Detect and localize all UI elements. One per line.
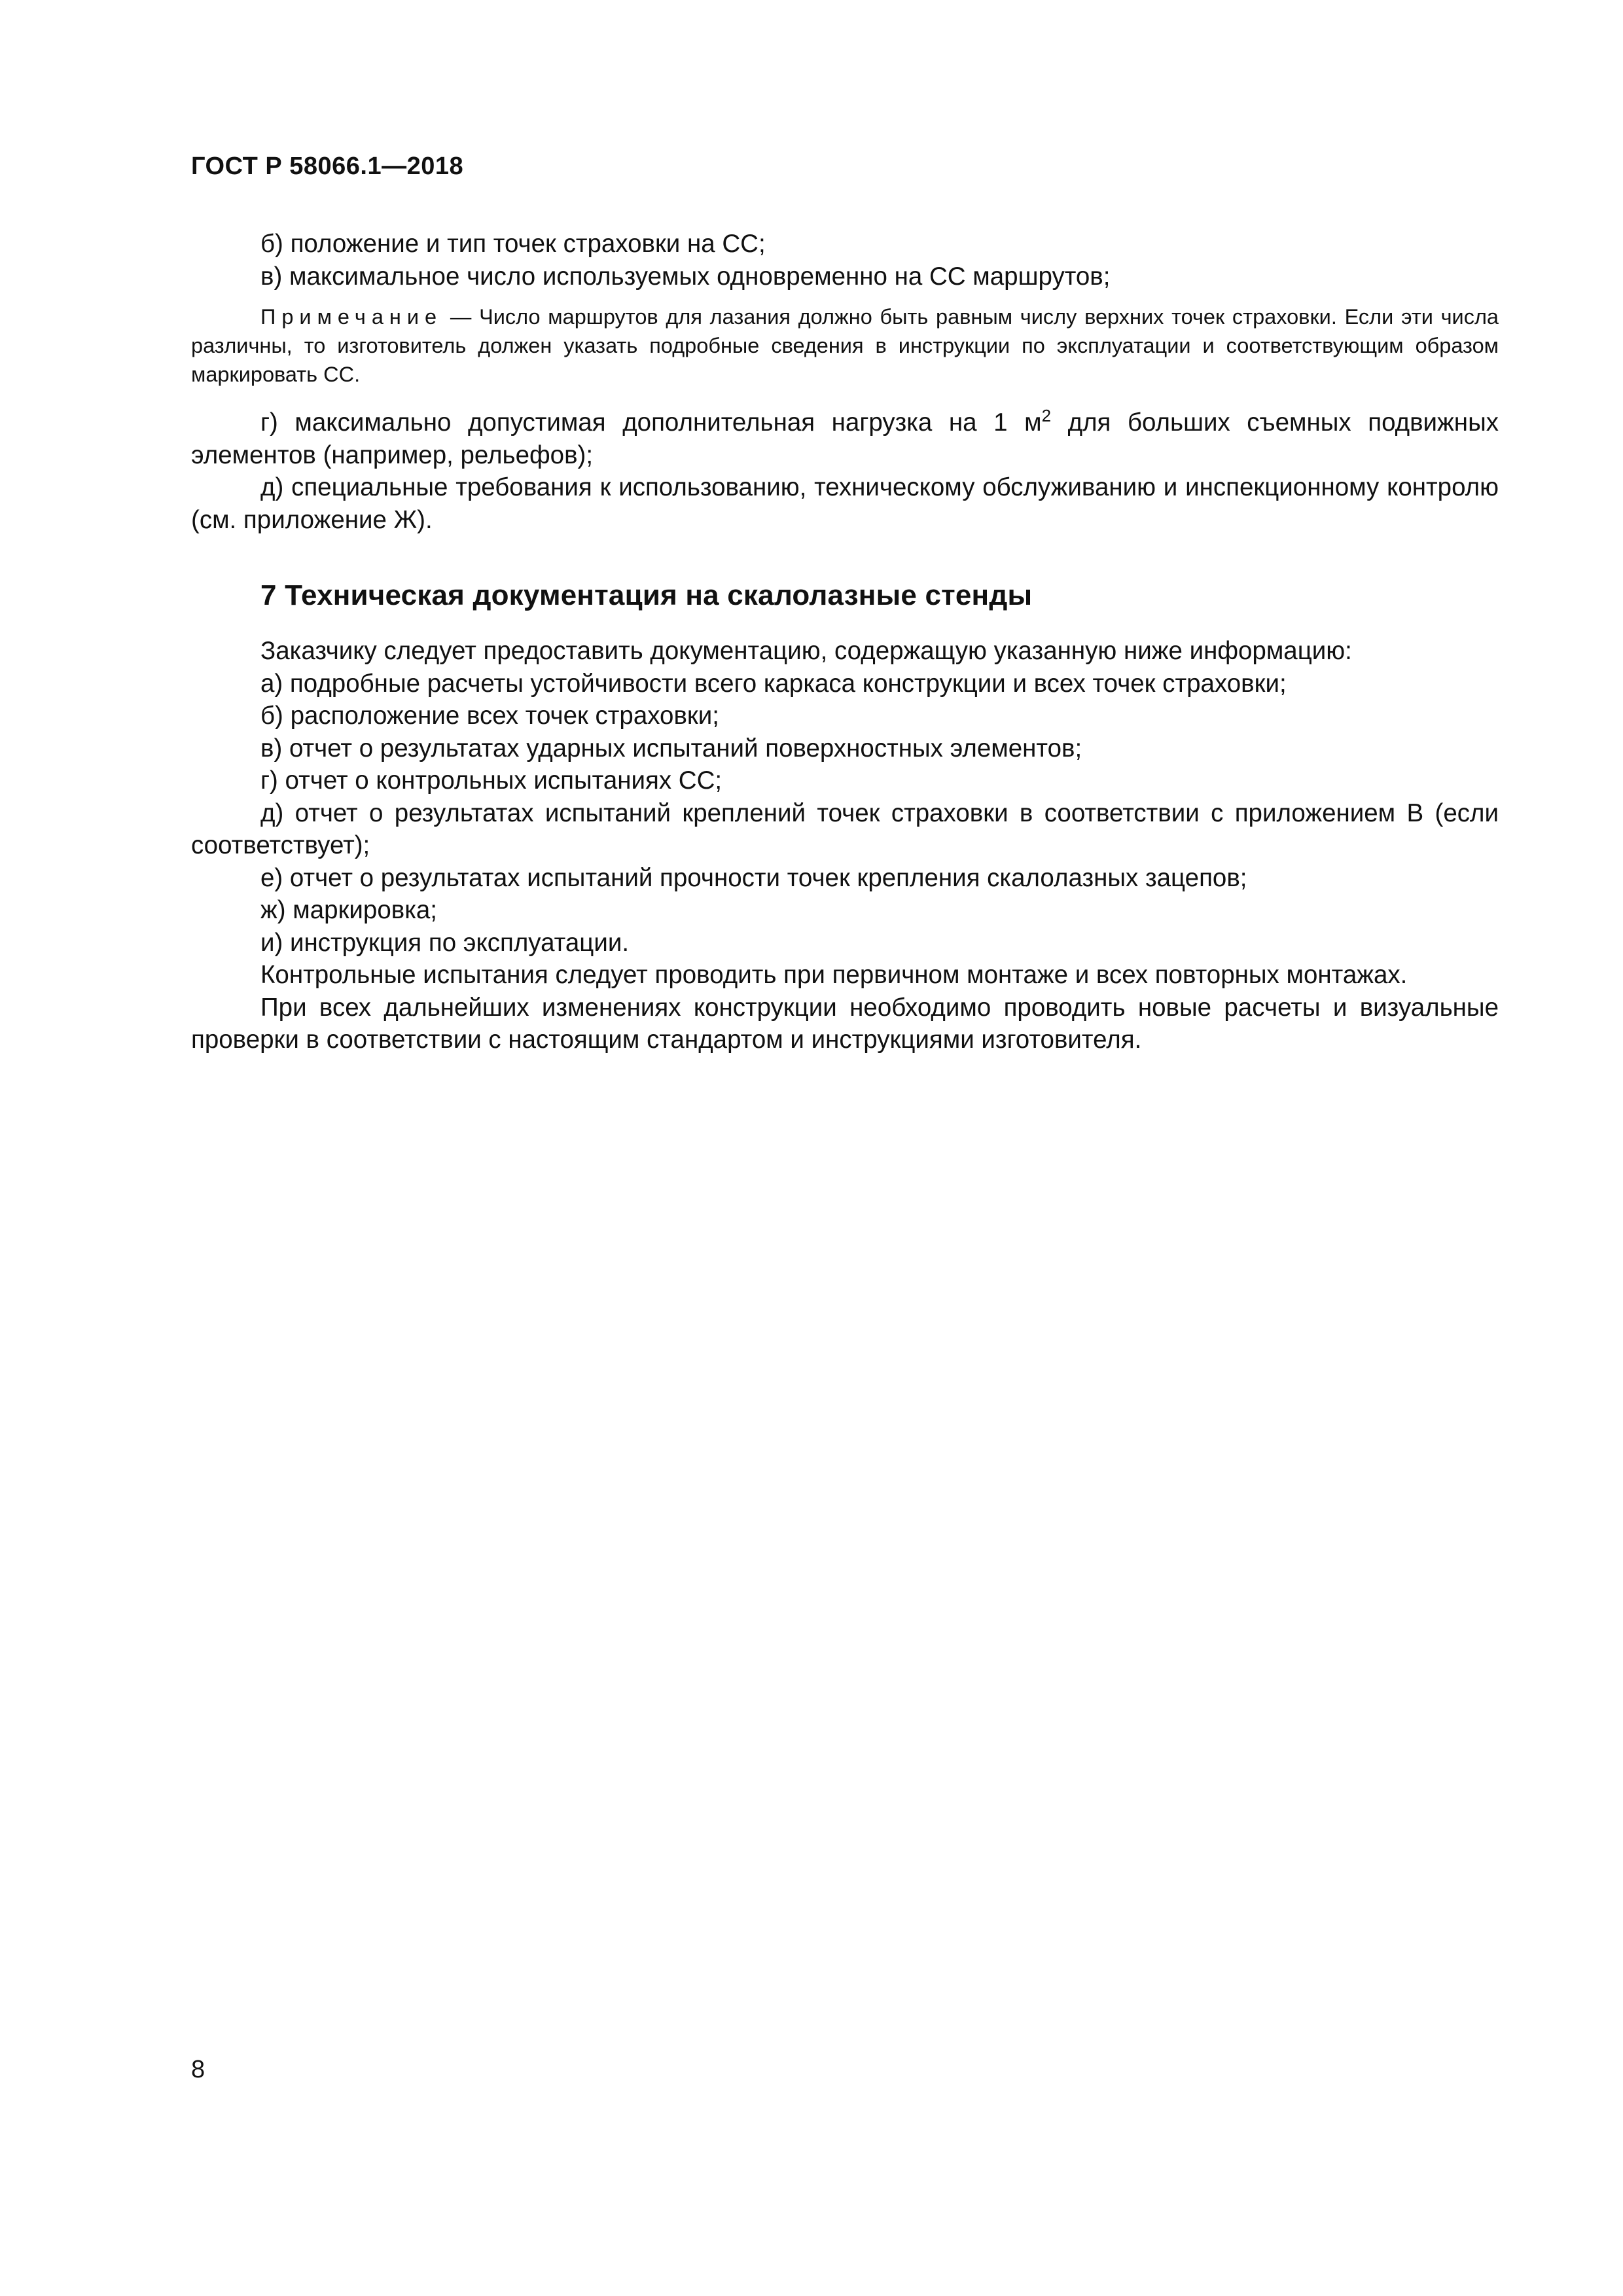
list-item-b: б) положение и тип точек страховки на СС; [260,230,766,258]
list-items-g-d [191,406,1499,536]
paragraph: Заказчику следует предоставить документацию, содержащую указанную ниже информацию: [260,637,1352,665]
list-item: и) инструкция по эксплуатации. [260,928,630,957]
list-item: б) расположение всех точек страховки; [260,702,719,730]
list-item-g [191,406,1499,471]
list-item: ж) маркировка; [260,896,437,924]
list-item: в) отчет о результатах ударных испытаний поверхностных элементов; [260,734,1082,762]
document-code-header: ГОСТ Р 58066.1—2018 [191,152,464,180]
list-item: д) отчет о результатах испытаний креплений точек страховки в соответствии с приложением В (если соответствует); [191,798,1499,859]
paragraph: При всех дальнейших изменениях конструкции необходимо проводить новые расчеты и визуальные проверки в соответствии с настоящим стандартом и инструкциями изготовителя. [191,993,1499,1054]
note-block [191,302,1499,389]
list-item: е) отчет о результатах испытаний прочности точек крепления скалолазных зацепов; [260,863,1247,892]
note-paragraph [191,302,1499,389]
page-number: 8 [191,2056,205,2083]
list-item-v: в) максимальное число используемых одновременно на СС маршрутов; [260,262,1111,291]
list-item-d: д) специальные требования к использованию, техническому обслуживанию и инспекционному контролю (см. приложение Ж). [191,473,1499,534]
list-item: г) отчет о контрольных испытаниях СС; [260,766,722,795]
note-label: Примечание [260,305,443,329]
list-item: а) подробные расчеты устойчивости всего каркаса конструкции и всех точек страховки; [260,669,1287,698]
item-g-text-after: для больших съемных подвижных элементов (например, рельефов); [191,408,1499,469]
paragraph: Контрольные испытания следует проводить при первичном монтаже и всех повторных монтажах. [260,961,1408,989]
item-g-text-before: г) максимально допустимая дополнительная нагрузка на 1 м [260,408,1042,437]
list-top [191,228,1499,293]
section-7-body [191,635,1499,1056]
section-7-title: 7 Техническая документация на скалолазные стенды [260,579,1033,611]
item-g-superscript: 2 [1041,406,1052,425]
note-text: — Число маршрутов для лазания должно быть равным числу верхних точек страховки. Если эти числа различны, то изготовитель должен указать подробные сведения в инструкции по эксплуатации и соответствующим образом маркировать СС. [191,305,1499,386]
